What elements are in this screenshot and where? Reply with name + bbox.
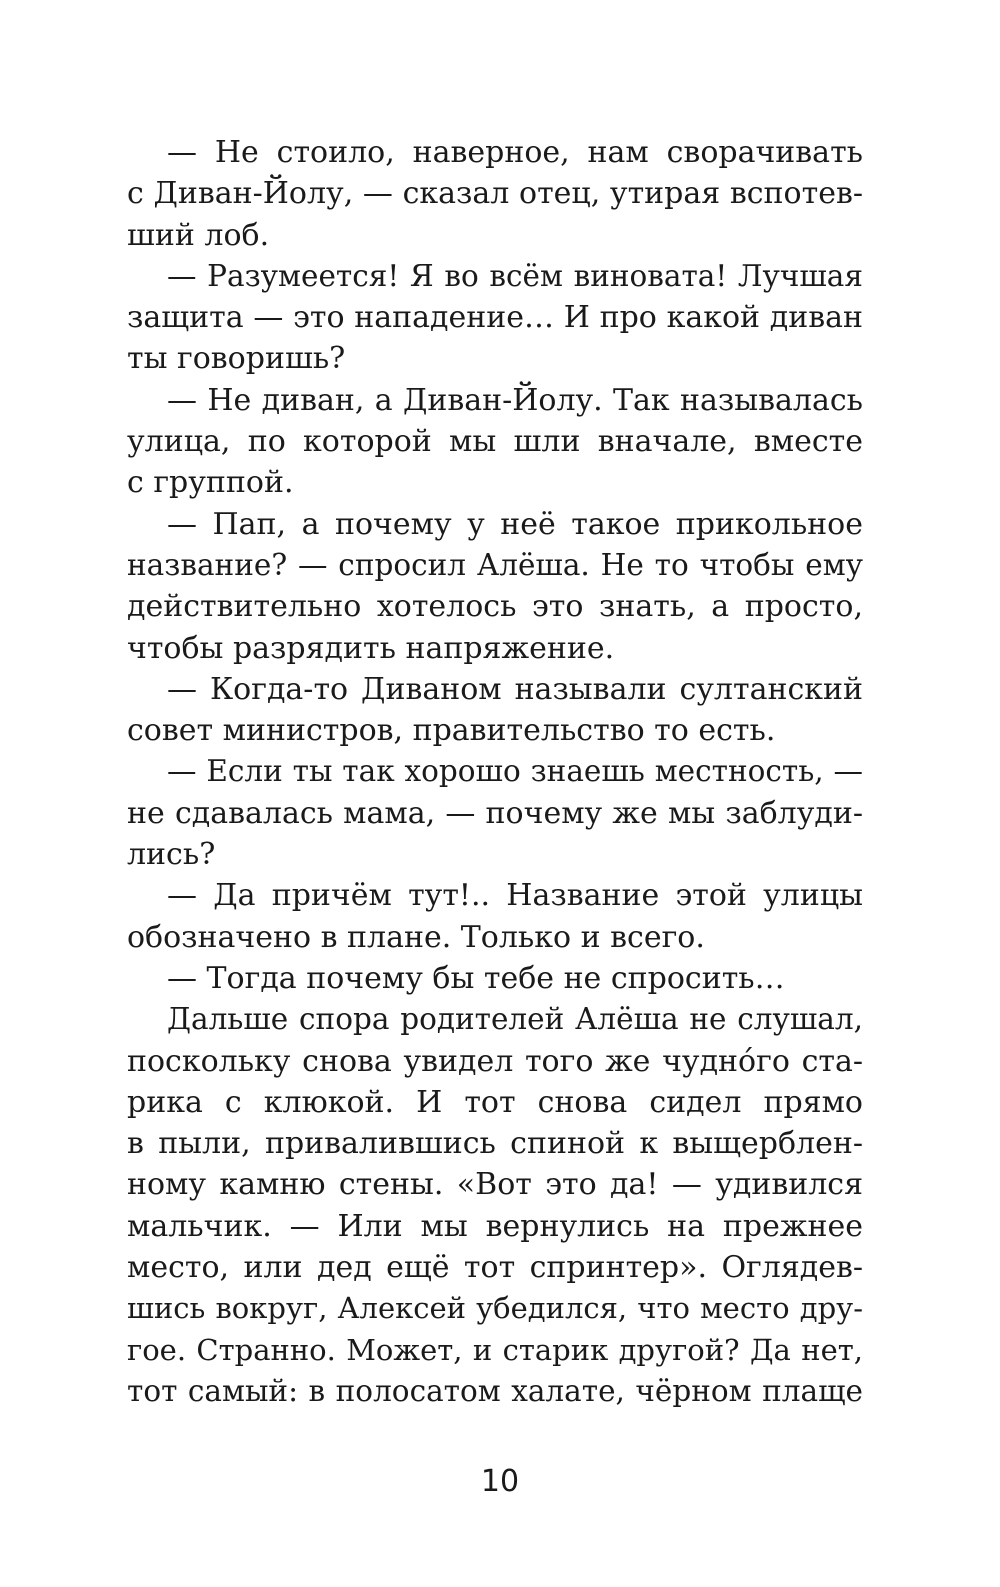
text-line: ший лоб. bbox=[127, 217, 270, 253]
text-line: рика с клюкой. И тот снова сидел прямо bbox=[127, 1084, 863, 1120]
text-line: обозначено в плане. Только и всего. bbox=[127, 919, 705, 955]
text-line: гое. Странно. Может, и старик другой? Да нет, bbox=[127, 1332, 863, 1367]
text-line: — Тогда почему бы тебе не спросить… bbox=[167, 960, 785, 996]
text-line: не сдавалась мама, — почему же мы заблуди- bbox=[127, 795, 863, 831]
text-line: — Если ты так хорошо знаешь местность, — bbox=[167, 754, 863, 789]
text-line: — Разумеется! Я во всём виновата! Лучшая bbox=[167, 258, 863, 293]
text-line: лись? bbox=[127, 837, 216, 873]
text-line: действительно хотелось это знать, а просто, bbox=[127, 589, 863, 625]
text-line: защита — это нападение… И про какой диван bbox=[127, 300, 863, 336]
text-line: — Когда-то Диваном называли султанский bbox=[167, 671, 863, 707]
text-line: название? — спросил Алёша. Не то чтобы ему bbox=[127, 547, 863, 582]
text-line: в пыли, привалившись спиной к выщерблен- bbox=[127, 1126, 863, 1162]
text-line: место, или дед ещё тот спринтер». Оглядев- bbox=[127, 1250, 863, 1286]
text-line: — Не диван, а Диван-Йолу. Так называлась bbox=[167, 382, 863, 418]
page-body bbox=[127, 132, 863, 1412]
text-line: чтобы разрядить напряжение. bbox=[127, 630, 615, 666]
text-line: совет министров, правительство то есть. bbox=[127, 713, 776, 749]
text-line: Дальше спора родителей Алёша не слушал, bbox=[167, 1002, 863, 1037]
page-number: 10 bbox=[480, 1464, 520, 1499]
text-line: поскольку снова увидел того же чудно́го ста- bbox=[127, 1043, 863, 1079]
text-line: шись вокруг, Алексей убедился, что место дру- bbox=[127, 1291, 863, 1326]
text-line: — Пап, а почему у неё такое прикольное bbox=[167, 506, 863, 542]
text-line: — Да причём тут!.. Название этой улицы bbox=[167, 878, 863, 914]
text-line: тот самый: в полосатом халате, чёрном плаще bbox=[127, 1373, 863, 1408]
text-line: мальчик. — Или мы вернулись на прежнее bbox=[127, 1208, 863, 1244]
text-line: ты говоришь? bbox=[127, 341, 346, 377]
text-line: ному камню стены. «Вот это да! — удивился bbox=[127, 1167, 863, 1203]
text-line: — Не стоило, наверное, нам сворачивать bbox=[167, 135, 863, 170]
text-line: улица, по которой мы шли вначале, вместе bbox=[127, 424, 863, 460]
text-line: с Диван-Йолу, — сказал отец, утирая вспотев- bbox=[127, 176, 863, 212]
text-line: с группой. bbox=[127, 465, 294, 501]
